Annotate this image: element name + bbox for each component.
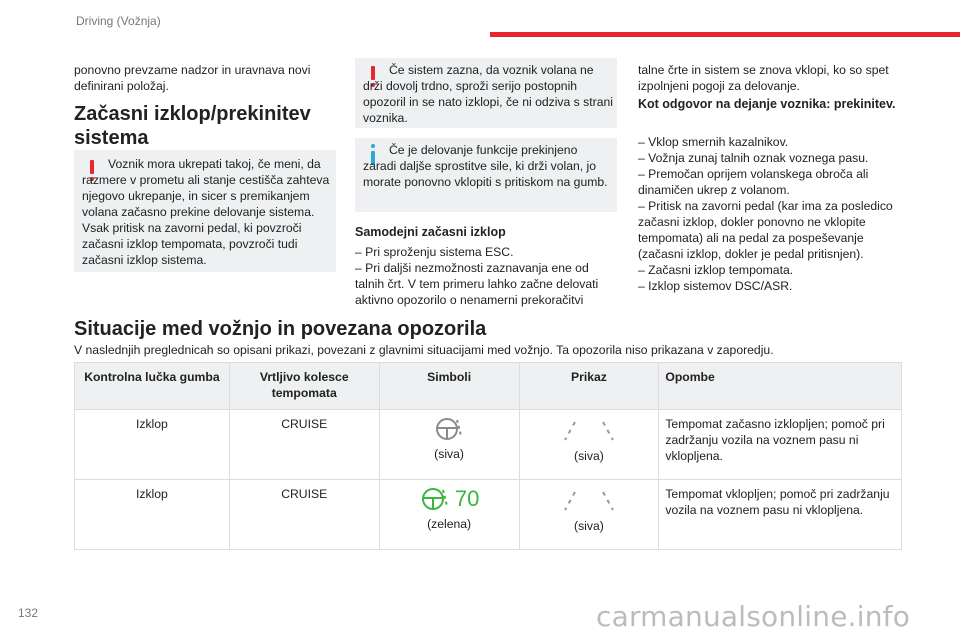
cell-symbol xyxy=(379,480,519,550)
header-lamp: Kontrolna lučka gumba xyxy=(75,363,230,410)
header-notes: Opombe xyxy=(659,363,902,410)
driver-action-list xyxy=(638,134,900,294)
list-item: – Vožnja zunaj talnih oznak voznega pasu. xyxy=(638,151,869,165)
list-item: – Pri sproženju sistema ESC. xyxy=(355,245,514,259)
list-item: – Izklop sistemov DSC/ASR. xyxy=(638,279,793,293)
section-heading-situations: Situacije med vožnjo in povezana opozorila xyxy=(74,318,487,340)
cell-wheel: CRUISE xyxy=(229,480,379,550)
watermark: carmanualsonline.info xyxy=(596,600,911,633)
symbol-caption: (zelena) xyxy=(427,517,472,531)
section-intro: V naslednjih preglednicah so opisani prikazi, povezani z glavnimi situacijami med vožnjo. Ta opozorila niso prikazana v zaporedju. xyxy=(74,343,774,357)
warning-box-grip xyxy=(355,58,617,128)
col1-intro: ponovno prevzame nadzor in uravnava novi definirani položaj. xyxy=(74,63,311,93)
table-header-row xyxy=(75,363,902,410)
cell-display xyxy=(519,480,659,550)
cell-lamp: Izklop xyxy=(75,480,230,550)
running-header: Driving (Vožnja) xyxy=(76,14,161,28)
page-number: 132 xyxy=(18,606,39,620)
set-speed-value: 70 xyxy=(454,486,480,511)
info-text: Če je delovanje funkcije prekinjeno zaradi daljše sprostitve sile, ki drži volan, jo morate ponovno vklopiti s pritiskom na gumb. xyxy=(363,143,608,189)
header-accent-bar xyxy=(490,32,960,37)
warning-box-driver xyxy=(74,150,336,272)
warning-text: Voznik mora ukrepati takoj, če meni, da razmere v prometu ali stanje cestišča zahteva njegovo ukrepanje, in sicer s premikanjem volana začasno prekine delovanje sistema. Vsak pritisk na zavorni pedal, ki povzroči začasni izklop tempomata, povzroči tudi začasni izklop sistema. xyxy=(82,157,330,267)
display-caption: (siva) xyxy=(574,449,604,463)
subheading-driver-action: Kot odgovor na dejanje voznika: prekinitev. xyxy=(638,97,896,111)
auto-interrupt-list xyxy=(355,244,617,308)
list-item: – Pri daljši nezmožnosti zaznavanja ene od talnih črt. V tem primeru lahko začne delovati aktivno opozorilo o nenamerni prekoračitvi xyxy=(355,261,599,307)
list-item: – Vklop smernih kazalnikov. xyxy=(638,135,789,149)
steering-wheel-lane-icon xyxy=(419,486,451,512)
col3-intro: talne črte in sistem se znova vklopi, ko so spet izpolnjeni pogoji za delovanje. xyxy=(638,63,889,93)
cell-symbol xyxy=(379,410,519,480)
header-wheel: Vrtljivo kolesce tempomata xyxy=(229,363,379,410)
info-box-reactivate xyxy=(355,138,617,212)
display-caption: (siva) xyxy=(574,519,604,533)
cell-lamp: Izklop xyxy=(75,410,230,480)
cell-note: Tempomat vklopljen; pomoč pri zadržanju vozila na voznem pasu ni vklopljena. xyxy=(659,480,902,550)
table-row xyxy=(75,480,902,550)
warning-text: Če sistem zazna, da voznik volana ne drži dovolj trdno, sproži serijo postopnih opozoril in se nato izklopi, če ni odziva s strani voznika. xyxy=(363,63,613,125)
table-row xyxy=(75,410,902,480)
section-heading-interruption: Začasni izklop/prekinitev sistema xyxy=(74,103,311,149)
cell-note: Tempomat začasno izklopljen; pomoč pri zadržanju vozila na voznem pasu ni vklopljena. xyxy=(659,410,902,480)
steering-wheel-lane-icon xyxy=(433,416,465,442)
cell-wheel: CRUISE xyxy=(229,410,379,480)
list-item: – Pritisk na zavorni pedal (kar ima za posledico začasni izklop, dokler ponovno ne vklopite tempomata) ali na pedal za pospeševanje (začasni izklop, dokler je pedal pritisnjen). xyxy=(638,199,893,261)
symbol-caption: (siva) xyxy=(434,447,464,461)
list-item: – Premočan oprijem volanskega obroča ali dinamičen ukrep z volanom. xyxy=(638,167,869,197)
header-display: Prikaz xyxy=(519,363,659,410)
header-symbols: Simboli xyxy=(379,363,519,410)
list-item: – Začasni izklop tempomata. xyxy=(638,263,794,277)
subheading-auto: Samodejni začasni izklop xyxy=(355,225,506,239)
lane-lines-icon xyxy=(559,416,619,444)
cell-display xyxy=(519,410,659,480)
situations-table xyxy=(74,362,902,550)
lane-lines-icon xyxy=(559,486,619,514)
